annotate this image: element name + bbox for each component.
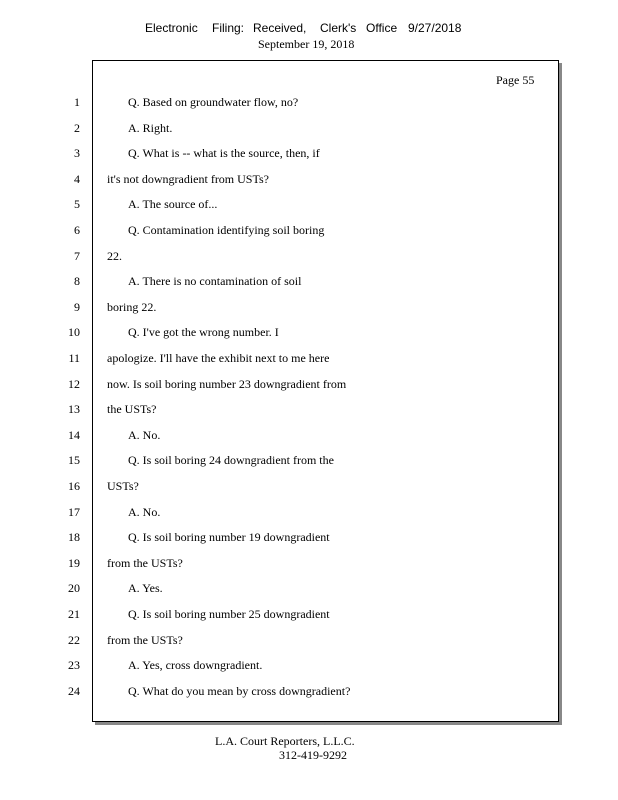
line-number: 22 bbox=[68, 632, 80, 647]
filing-stamp-word: Clerk's bbox=[320, 21, 357, 35]
filing-stamp-word: Filing: bbox=[212, 21, 245, 35]
transcript-line bbox=[0, 632, 618, 648]
line-number: 17 bbox=[68, 504, 80, 519]
transcript-line bbox=[0, 657, 618, 673]
line-text: Q. What is -- what is the source, then, if bbox=[128, 146, 320, 161]
transcript-line bbox=[0, 555, 618, 571]
line-number: 13 bbox=[68, 402, 80, 417]
line-number: 10 bbox=[68, 325, 80, 340]
transcript-line bbox=[0, 478, 618, 494]
line-text: boring 22. bbox=[107, 299, 157, 314]
transcript-line bbox=[0, 580, 618, 596]
line-text: Q. Based on groundwater flow, no? bbox=[128, 95, 299, 109]
transcript-line bbox=[0, 376, 618, 392]
transcript-line bbox=[0, 299, 618, 315]
line-number: 8 bbox=[74, 274, 80, 289]
transcript-line bbox=[0, 94, 618, 110]
line-text: A. The source of... bbox=[128, 197, 218, 212]
transcript-line bbox=[0, 427, 618, 443]
line-text: A. Right. bbox=[128, 120, 173, 135]
filing-date: September 19, 2018 bbox=[258, 37, 355, 51]
line-number: 3 bbox=[74, 146, 80, 161]
transcript-line bbox=[0, 324, 618, 340]
footer-phone: 312-419-9292 bbox=[279, 748, 347, 762]
line-number: 1 bbox=[74, 95, 80, 109]
transcript-line bbox=[0, 196, 618, 212]
transcript-line bbox=[0, 504, 618, 520]
filing-stamp-word: Received, bbox=[253, 21, 307, 35]
line-text: A. No. bbox=[128, 427, 161, 442]
footer-company: L.A. Court Reporters, L.L.C. bbox=[215, 734, 355, 748]
line-number: 14 bbox=[68, 427, 80, 442]
line-number: 19 bbox=[68, 555, 80, 570]
transcript-line bbox=[0, 452, 618, 468]
line-text: Q. Is soil boring number 25 downgradient bbox=[128, 607, 330, 621]
line-number: 6 bbox=[74, 223, 80, 237]
line-text: A. There is no contamination of soil bbox=[128, 274, 302, 289]
transcript-line bbox=[0, 529, 618, 545]
transcript-line bbox=[0, 145, 618, 161]
line-text: A. Yes. bbox=[128, 581, 163, 596]
line-text: the USTs? bbox=[107, 402, 157, 417]
line-number: 23 bbox=[68, 658, 80, 673]
line-text: Q. Is soil boring number 19 downgradient bbox=[128, 530, 330, 545]
line-text: Q. What do you mean by cross downgradient? bbox=[128, 683, 351, 698]
line-text: now. Is soil boring number 23 downgradient from bbox=[107, 376, 347, 391]
line-number: 20 bbox=[68, 581, 80, 596]
line-number: 24 bbox=[68, 683, 80, 698]
transcript-line bbox=[0, 171, 618, 187]
transcript-line bbox=[0, 273, 618, 289]
transcript-line bbox=[0, 248, 618, 264]
line-text: Q. I've got the wrong number. I bbox=[128, 325, 279, 340]
line-number: 21 bbox=[68, 607, 80, 621]
line-number: 7 bbox=[74, 248, 80, 263]
line-number: 12 bbox=[68, 376, 80, 391]
line-number: 9 bbox=[74, 299, 80, 314]
line-text: A. Yes, cross downgradient. bbox=[128, 658, 263, 673]
transcript-line bbox=[0, 350, 618, 366]
line-number: 2 bbox=[74, 120, 80, 135]
line-text: USTs? bbox=[107, 479, 139, 493]
line-number: 4 bbox=[74, 171, 80, 186]
line-text: Q. Contamination identifying soil boring bbox=[128, 223, 325, 237]
filing-stamp-word: 9/27/2018 bbox=[408, 21, 462, 35]
line-text: apologize. I'll have the exhibit next to me here bbox=[107, 351, 330, 365]
line-text: Q. Is soil boring 24 downgradient from the bbox=[128, 453, 334, 468]
transcript-line bbox=[0, 401, 618, 417]
line-number: 11 bbox=[68, 351, 80, 365]
line-text: A. No. bbox=[128, 504, 161, 519]
line-number: 16 bbox=[68, 479, 80, 493]
line-text: from the USTs? bbox=[107, 555, 183, 570]
page-number: Page 55 bbox=[496, 73, 535, 87]
transcript-line bbox=[0, 683, 618, 699]
line-number: 5 bbox=[74, 197, 80, 212]
transcript-line bbox=[0, 222, 618, 238]
line-number: 15 bbox=[68, 453, 80, 468]
line-number: 18 bbox=[68, 530, 80, 545]
transcript-line bbox=[0, 606, 618, 622]
transcript-line bbox=[0, 120, 618, 136]
filing-stamp-word: Electronic bbox=[145, 21, 198, 35]
line-text: from the USTs? bbox=[107, 632, 183, 647]
line-text: it's not downgradient from USTs? bbox=[107, 171, 269, 186]
line-text: 22. bbox=[107, 248, 122, 263]
filing-stamp-word: Office bbox=[366, 21, 398, 35]
